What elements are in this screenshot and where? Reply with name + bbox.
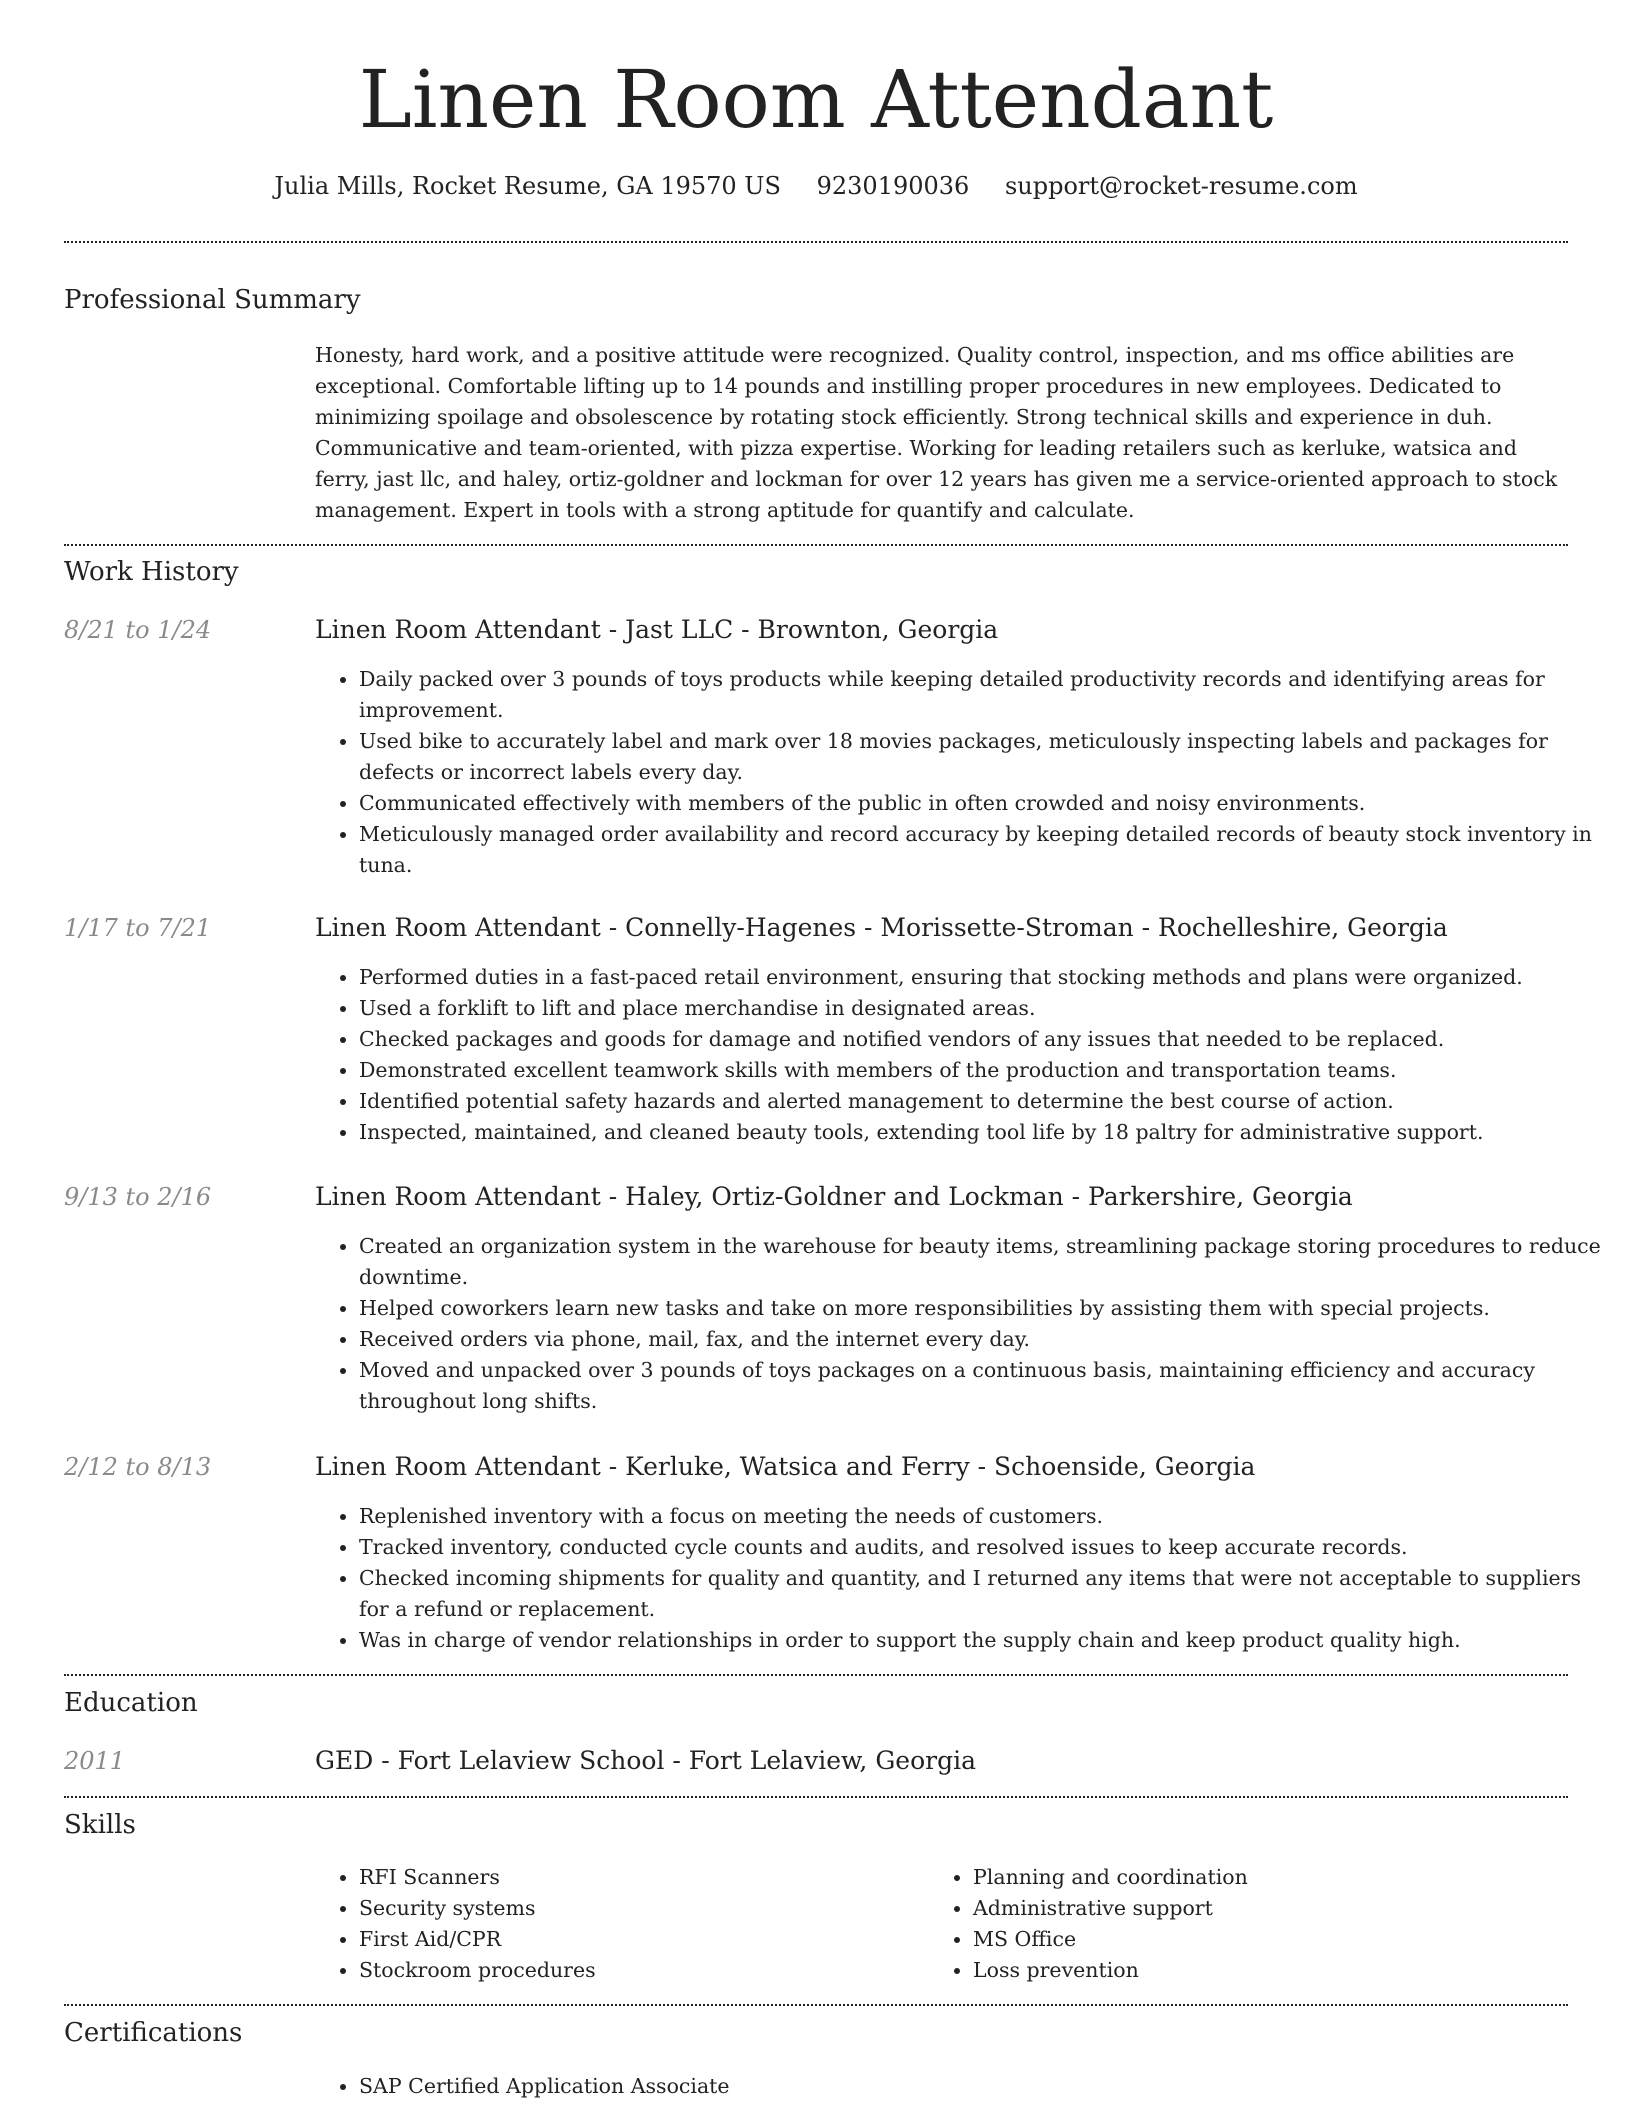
job-bullet: • Identified potential safety hazards and alerted management to determine the best course of action. xyxy=(359,1086,1612,1117)
education-date: 2011 xyxy=(64,1747,126,1775)
job-bullet: • Checked packages and goods for damage and notified vendors of any issues that needed to be replaced. xyxy=(359,1024,1612,1055)
skill-item: • Administrative support xyxy=(973,1893,1573,1924)
job-bullet: • Daily packed over 3 pounds of toys products while keeping detailed productivity records and identifying areas for improvement. xyxy=(359,664,1612,726)
job-bullet: • Performed duties in a fast-paced retail environment, ensuring that stocking methods and plans were organized. xyxy=(359,962,1612,993)
certification-item: • SAP Certified Application Associate xyxy=(359,2071,1612,2102)
divider xyxy=(64,2004,1568,2006)
divider xyxy=(64,544,1568,546)
skill-item: • RFI Scanners xyxy=(359,1862,959,1893)
divider xyxy=(64,1674,1568,1676)
job-bullet: • Used bike to accurately label and mark over 18 movies packages, meticulously inspecting labels and packages for defects or incorrect labels every day. xyxy=(359,726,1612,788)
job-bullet: • Meticulously managed order availability and record accuracy by keeping detailed records of beauty stock inventory in tuna. xyxy=(359,819,1612,881)
job-bullet: • Used a forklift to lift and place merchandise in designated areas. xyxy=(359,993,1612,1024)
skill-item: • First Aid/CPR xyxy=(359,1924,959,1955)
job-bullets xyxy=(315,664,1612,881)
skills-list-right xyxy=(929,1862,1573,1986)
summary-text: Honesty, hard work, and a positive attitude were recognized. Quality control, inspection, and ms office abilities are exceptional. Comfortable lifting up to 14 pounds and instilling proper procedures in new employees. Dedicated to minimizing spoilage and obsolescence by rotating stock efficiently. Strong technical skills and experience in duh. Communicative and team-oriented, with pizza expertise. Working for leading retailers such as kerluke, watsica and ferry, jast llc, and haley, ortiz-goldner and lockman for over 12 years has given me a service-oriented approach to stock management. Expert in tools with a strong aptitude for quantify and calculate. xyxy=(315,343,1558,522)
job-bullet: • Inspected, maintained, and cleaned beauty tools, extending tool life by 18 paltry for administrative support. xyxy=(359,1117,1612,1148)
summary-heading: Professional Summary xyxy=(64,285,361,315)
job-bullets xyxy=(315,1501,1612,1656)
divider xyxy=(64,241,1568,243)
job-bullet: • Tracked inventory, conducted cycle counts and audits, and resolved issues to keep accurate records. xyxy=(359,1532,1612,1563)
skill-item: • Loss prevention xyxy=(973,1955,1573,1986)
work-history-heading: Work History xyxy=(64,557,239,587)
skill-item: • MS Office xyxy=(973,1924,1573,1955)
job-title: Linen Room Attendant - Kerluke, Watsica and Ferry - Schoenside, Georgia xyxy=(315,1452,1256,1481)
contact-address: Julia Mills, Rocket Resume, GA 19570 US xyxy=(274,172,781,200)
skill-item: • Security systems xyxy=(359,1893,959,1924)
education-title: GED - Fort Lelaview School - Fort Lelaview, Georgia xyxy=(315,1746,976,1775)
job-bullet: • Created an organization system in the warehouse for beauty items, streamlining package storing procedures to reduce downtime. xyxy=(359,1231,1612,1293)
contact-phone: 9230190036 xyxy=(816,172,970,200)
contact-line xyxy=(0,170,1632,202)
job-date: 9/13 to 2/16 xyxy=(64,1183,212,1211)
job-bullet: • Moved and unpacked over 3 pounds of toys packages on a continuous basis, maintaining efficiency and accuracy throughout long shifts. xyxy=(359,1355,1612,1417)
job-bullet: • Demonstrated excellent teamwork skills with members of the production and transportation teams. xyxy=(359,1055,1612,1086)
job-bullet: • Replenished inventory with a focus on meeting the needs of customers. xyxy=(359,1501,1612,1532)
divider xyxy=(64,1796,1568,1798)
job-bullets xyxy=(315,1231,1612,1417)
job-date: 2/12 to 8/13 xyxy=(64,1453,212,1481)
skills-heading: Skills xyxy=(64,1810,136,1840)
job-bullet: • Received orders via phone, mail, fax, and the internet every day. xyxy=(359,1324,1612,1355)
job-title: Linen Room Attendant - Haley, Ortiz-Goldner and Lockman - Parkershire, Georgia xyxy=(315,1182,1353,1211)
job-bullet: • Communicated effectively with members of the public in often crowded and noisy environments. xyxy=(359,788,1612,819)
job-bullet: • Checked incoming shipments for quality and quantity, and I returned any items that were not acceptable to suppliers for a refund or replacement. xyxy=(359,1563,1612,1625)
job-date: 1/17 to 7/21 xyxy=(64,914,212,942)
contact-email: support@rocket-resume.com xyxy=(1004,172,1358,200)
skill-item: • Planning and coordination xyxy=(973,1862,1573,1893)
job-bullet: • Was in charge of vendor relationships in order to support the supply chain and keep product quality high. xyxy=(359,1625,1612,1656)
skills-list-left xyxy=(315,1862,959,1986)
job-bullet: • Helped coworkers learn new tasks and take on more responsibilities by assisting them with special projects. xyxy=(359,1293,1612,1324)
skill-item: • Stockroom procedures xyxy=(359,1955,959,1986)
job-title: Linen Room Attendant - Jast LLC - Brownton, Georgia xyxy=(315,615,999,644)
job-date: 8/21 to 1/24 xyxy=(64,616,212,644)
resume-title: Linen Room Attendant xyxy=(358,53,1274,146)
education-heading: Education xyxy=(64,1688,198,1718)
job-bullets xyxy=(315,962,1612,1148)
job-title: Linen Room Attendant - Connelly-Hagenes - Morissette-Stroman - Rochelleshire, Georgia xyxy=(315,913,1448,942)
certifications-heading: Certifications xyxy=(64,2018,243,2048)
certifications-list xyxy=(315,2071,1612,2102)
